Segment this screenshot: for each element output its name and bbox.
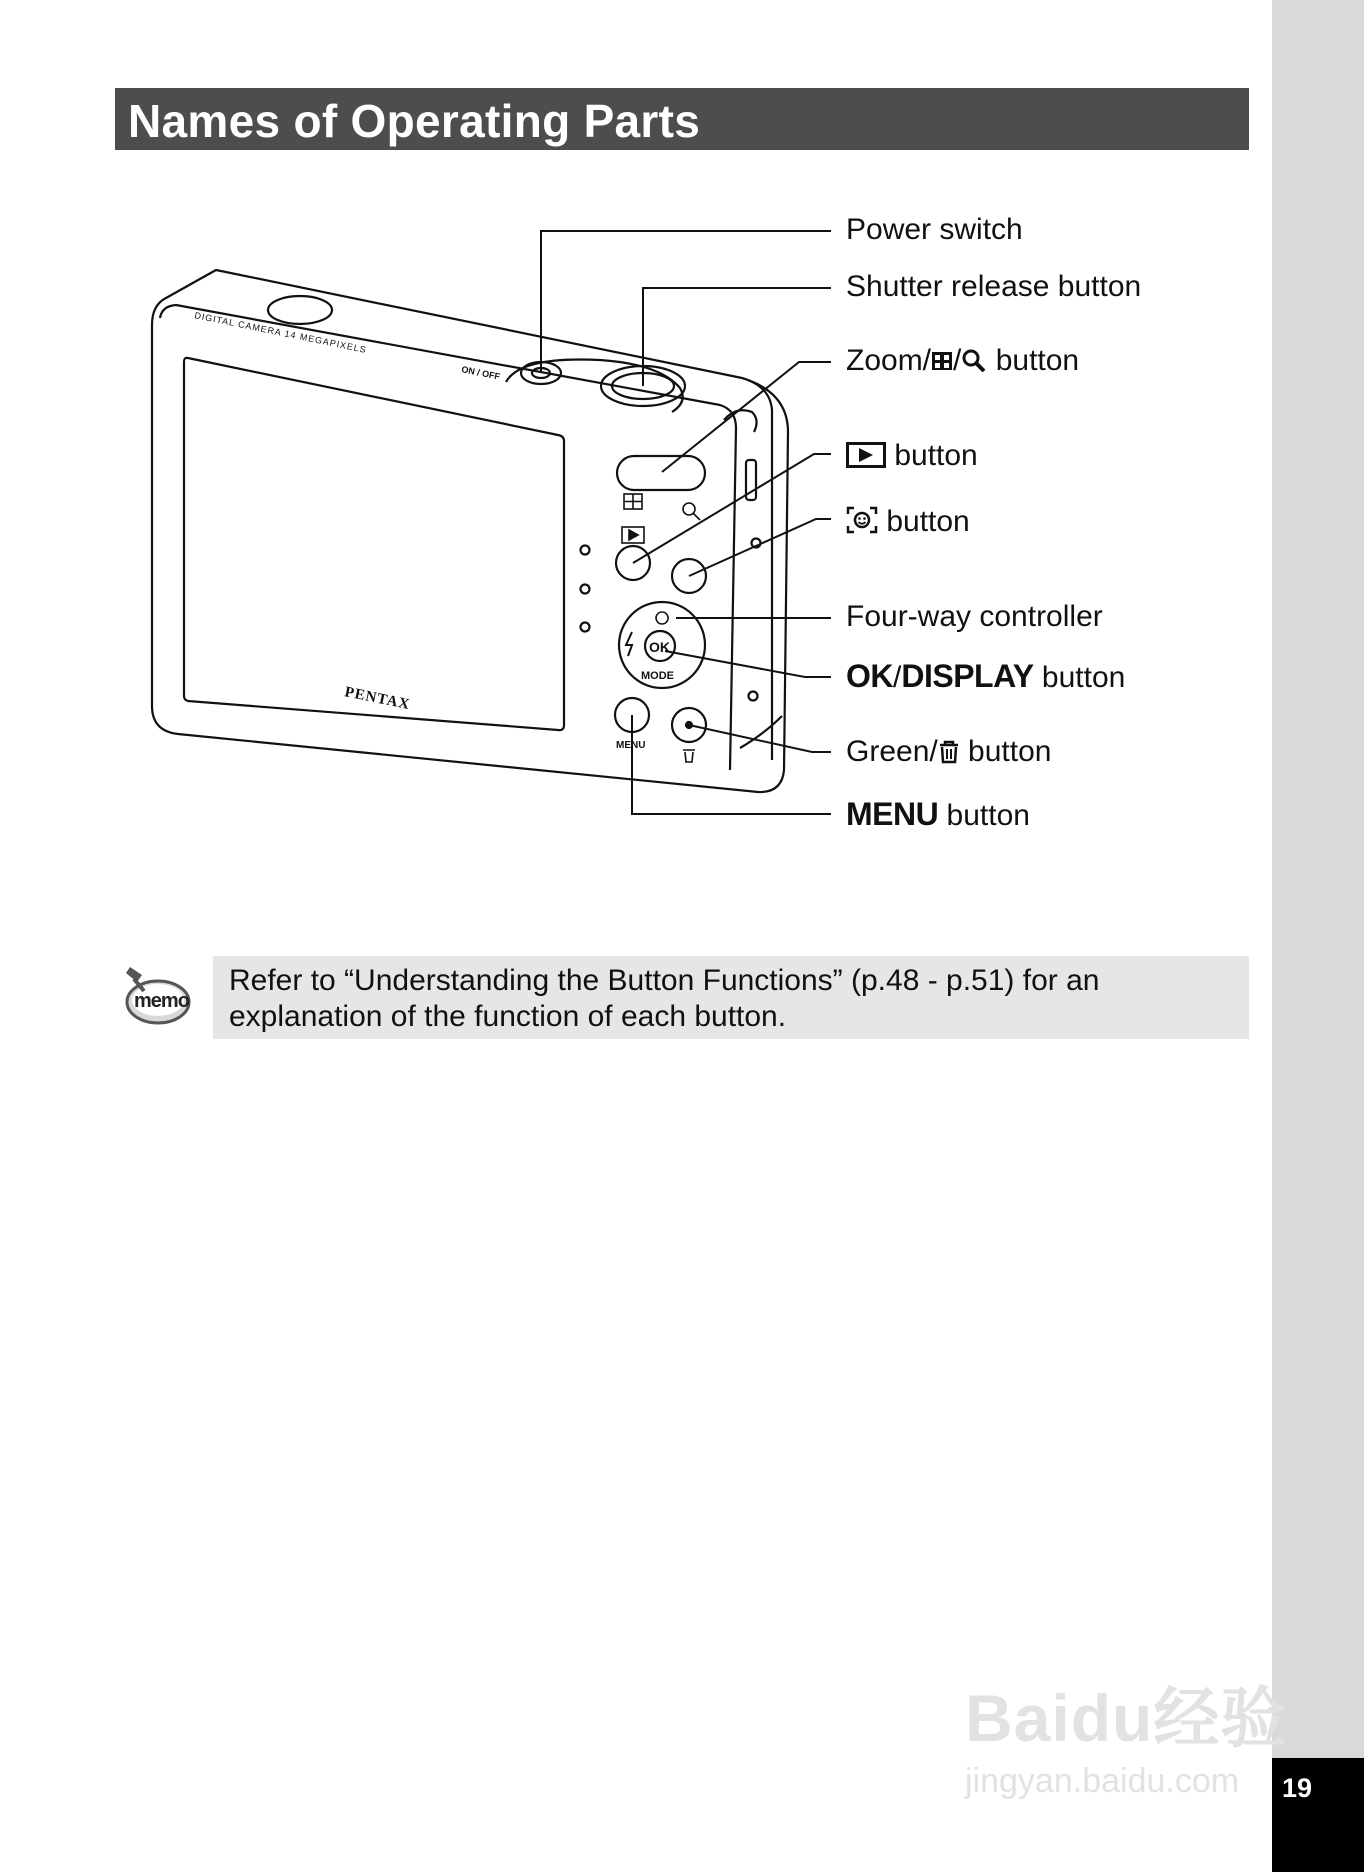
body-self-timer-icon xyxy=(656,612,668,624)
label-menu-button xyxy=(846,798,1030,831)
leader-power-switch xyxy=(541,231,831,373)
memo-box xyxy=(213,956,1249,1039)
green-prefix: Green/ xyxy=(846,735,938,768)
label-power-switch: Power switch xyxy=(846,213,1023,246)
svg-text:memo: memo xyxy=(134,990,189,1012)
top-lens xyxy=(268,296,332,324)
zoom-suffix: button xyxy=(987,344,1080,377)
memo-text: Refer to “Understanding the Button Functions” (p.48 - p.51) for an explanation of the function of each button. xyxy=(229,964,1100,1033)
strap-lug xyxy=(724,410,757,432)
label-ok-display-button xyxy=(846,660,1125,693)
face-suffix: button xyxy=(878,505,970,538)
ok-display-separator: / xyxy=(893,661,902,694)
leader-green xyxy=(689,725,831,752)
label-zoom-button xyxy=(846,346,1079,376)
ok-display-suffix: button xyxy=(1033,661,1126,694)
label-green-delete-button xyxy=(846,737,1051,767)
playback-suffix: button xyxy=(886,439,978,472)
menu-button-text: MENU xyxy=(616,740,646,751)
camera-top-text: DIGITAL CAMERA 14 MEGAPIXELS xyxy=(193,310,368,355)
display-label: DISPLAY xyxy=(901,658,1034,694)
label-playback-button xyxy=(846,441,978,471)
watermark-sub: jingyan.baidu.com xyxy=(965,1762,1240,1800)
playback-icon xyxy=(846,442,886,468)
green-suffix: button xyxy=(959,735,1052,768)
camera-body-inner-edge xyxy=(160,305,736,770)
camera-diagram xyxy=(0,0,1364,870)
lcd-screen xyxy=(184,358,564,730)
label-shutter-release: Shutter release button xyxy=(846,270,1142,303)
body-trash-icon xyxy=(683,750,695,762)
leader-ok-display xyxy=(665,651,831,677)
face-detection-icon xyxy=(846,506,878,534)
trash-icon xyxy=(938,740,960,764)
page-title: Names of Operating Parts xyxy=(128,95,701,147)
mode-text: MODE xyxy=(641,670,674,682)
leader-face xyxy=(689,519,831,576)
thumbnail-grid-icon xyxy=(931,350,953,372)
label-face-detection-button xyxy=(846,506,970,537)
watermark-main: Baidu经验 xyxy=(965,1681,1288,1755)
ok-label: OK xyxy=(846,658,893,694)
menu-label: MENU xyxy=(846,796,939,832)
magnifier-icon xyxy=(961,348,987,372)
body-flash-icon xyxy=(626,632,632,656)
power-switch-text: ON / OFF xyxy=(460,364,501,382)
camera-body-outline xyxy=(152,270,788,792)
zoom-lever xyxy=(617,456,705,490)
zoom-prefix: Zoom/ xyxy=(846,344,932,377)
camera-side-face xyxy=(742,378,772,760)
menu-suffix: button xyxy=(938,799,1030,832)
ok-button-text: OK xyxy=(649,639,670,655)
memo-icon xyxy=(118,965,192,1031)
baidu-watermark xyxy=(965,1665,1287,1801)
label-four-way-controller: Four-way controller xyxy=(846,600,1103,633)
zoom-separator: / xyxy=(953,344,962,377)
page-number: 19 xyxy=(1282,1773,1313,1803)
brand-logo: PENTAX xyxy=(343,684,412,714)
